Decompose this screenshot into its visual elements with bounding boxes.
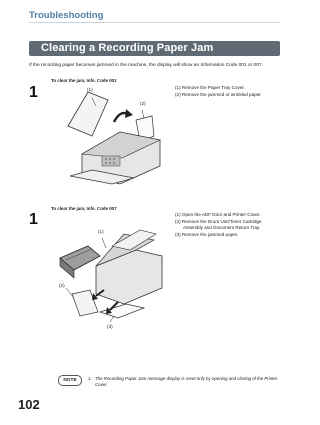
instruction-item: (3) Remove the jammed paper. [175, 231, 239, 237]
intro-text: If the recording paper becomes jammed in the machine, the display will show an Information Code 001 or 007. [29, 63, 263, 68]
instruction-item: (2) Remove the Drum Unit/Toner Cartridge [175, 218, 262, 224]
instruction-item: Assembly and Document Return Tray. [183, 225, 261, 230]
step-number: 1 [29, 84, 38, 101]
banner-title: Clearing a Recording Paper Jam [41, 42, 214, 54]
instruction-list [175, 85, 285, 98]
note-number: 1. [88, 376, 92, 381]
note-text: The Recording Paper Jam message display is reset only by opening and closing of the Printer Cover. [95, 376, 278, 387]
instruction-list [175, 212, 285, 238]
instruction-item: (1) Open the ADF Door and Printer Cover. [175, 212, 261, 217]
step-number: 1 [29, 211, 38, 228]
callout-label: (2) [59, 283, 65, 288]
fax-paper-tray-illustration [56, 84, 168, 196]
page-number: 102 [18, 397, 40, 412]
callout-label: (3) [107, 324, 113, 329]
fax-drum-unit-illustration [52, 216, 172, 336]
callout-label: (1) [87, 87, 93, 92]
instruction-item: (2) Remove the jammed or wrinkled paper. [175, 91, 262, 97]
callout-label: (2) [140, 101, 146, 106]
note-badge: NOTE [58, 375, 82, 386]
procedure-heading-007: To clear the jam, Info. Code 007 [51, 206, 117, 211]
section-banner [29, 41, 280, 56]
section-divider [29, 22, 280, 23]
callout-label: (1) [98, 229, 104, 234]
section-title: Troubleshooting [29, 10, 104, 21]
instruction-item: (1) Remove the Paper Tray Cover. [175, 85, 245, 90]
procedure-heading-001: To clear the jam, Info. Code 001 [51, 78, 117, 83]
